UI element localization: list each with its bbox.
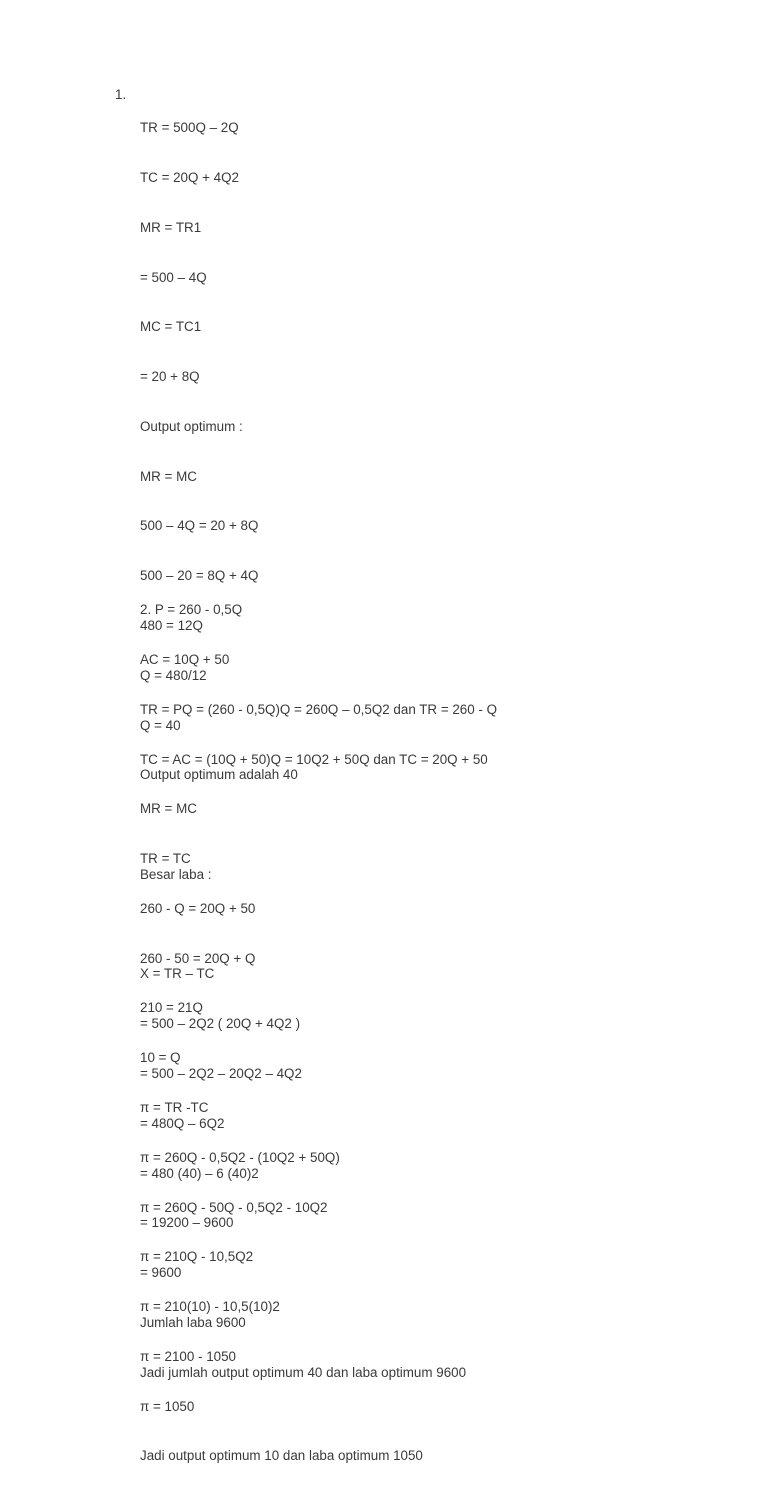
text-line: 500 – 4Q = 20 + 8Q xyxy=(140,518,259,534)
text-line: π = 260Q - 0,5Q2 - (10Q2 + 50Q) xyxy=(140,1149,340,1165)
text-line: π = TR -TC xyxy=(140,1100,209,1115)
text-line: π = 210Q - 10,5Q2 xyxy=(140,1249,254,1265)
text-line: π = 2100 - 1050 xyxy=(140,1348,236,1364)
text-line: = 19200 – 9600 xyxy=(140,1215,234,1231)
text-line: = 480Q – 6Q2 xyxy=(140,1115,225,1131)
problem-2-solution xyxy=(140,569,497,1498)
problem-1-number: 1. xyxy=(115,87,127,102)
text-line: Output optimum : xyxy=(140,418,243,434)
text-line: Jumlah laba 9600 xyxy=(140,1314,246,1330)
text-line: Q = 480/12 xyxy=(140,667,207,683)
text-line: = 500 – 4Q xyxy=(140,269,207,285)
text-line: TR = 500Q – 2Q xyxy=(140,120,239,136)
text-line: TC = 20Q + 4Q2 xyxy=(140,169,239,185)
text-line: 260 - 50 = 20Q + Q xyxy=(140,950,256,966)
text-line: = 480 (40) – 6 (40)2 xyxy=(140,1165,259,1181)
text-line: X = TR – TC xyxy=(140,966,215,982)
text-line: TR = TC xyxy=(140,851,191,867)
text-line: TR = PQ = (260 - 0,5Q)Q = 260Q – 0,5Q2 dan TR = 260 - Q xyxy=(140,701,498,717)
text-line: 500 – 20 = 8Q + 4Q xyxy=(140,568,259,584)
text-line: = 20 + 8Q xyxy=(140,369,200,385)
text-line: MR = MC xyxy=(140,468,197,484)
text-line: Jadi output optimum 10 dan laba optimum 1050 xyxy=(140,1448,423,1464)
text-line: AC = 10Q + 50 xyxy=(140,651,230,667)
text-line: 2. P = 260 - 0,5Q xyxy=(140,602,243,618)
text-line: MR = MC xyxy=(140,801,197,817)
text-line: Besar laba : xyxy=(140,866,212,882)
text-line: π = 260Q - 50Q - 0,5Q2 - 10Q2 xyxy=(140,1199,328,1215)
text-line: Output optimum adalah 40 xyxy=(140,767,298,783)
text-line: = 9600 xyxy=(140,1265,182,1281)
text-line: 480 = 12Q xyxy=(140,618,203,633)
text-line: Jadi jumlah output optimum 40 dan laba optimum 9600 xyxy=(140,1364,467,1380)
text-line: 210 = 21Q xyxy=(140,1000,203,1016)
text-line: MC = TC1 xyxy=(140,319,202,335)
text-line: MR = TR1 xyxy=(140,219,202,235)
text-line: 10 = Q xyxy=(140,1050,181,1066)
text-line: = 500 – 2Q2 ( 20Q + 4Q2 ) xyxy=(140,1016,301,1032)
text-line: = 500 – 2Q2 – 20Q2 – 4Q2 xyxy=(140,1066,302,1082)
text-line: Q = 40 xyxy=(140,717,181,733)
text-line: 260 - Q = 20Q + 50 xyxy=(140,900,256,916)
text-line: π = 210(10) - 10,5(10)2 xyxy=(140,1299,280,1315)
text-line: π = 1050 xyxy=(140,1398,195,1414)
text-line: TC = AC = (10Q + 50)Q = 10Q2 + 50Q dan TC = 20Q + 50 xyxy=(140,751,488,767)
